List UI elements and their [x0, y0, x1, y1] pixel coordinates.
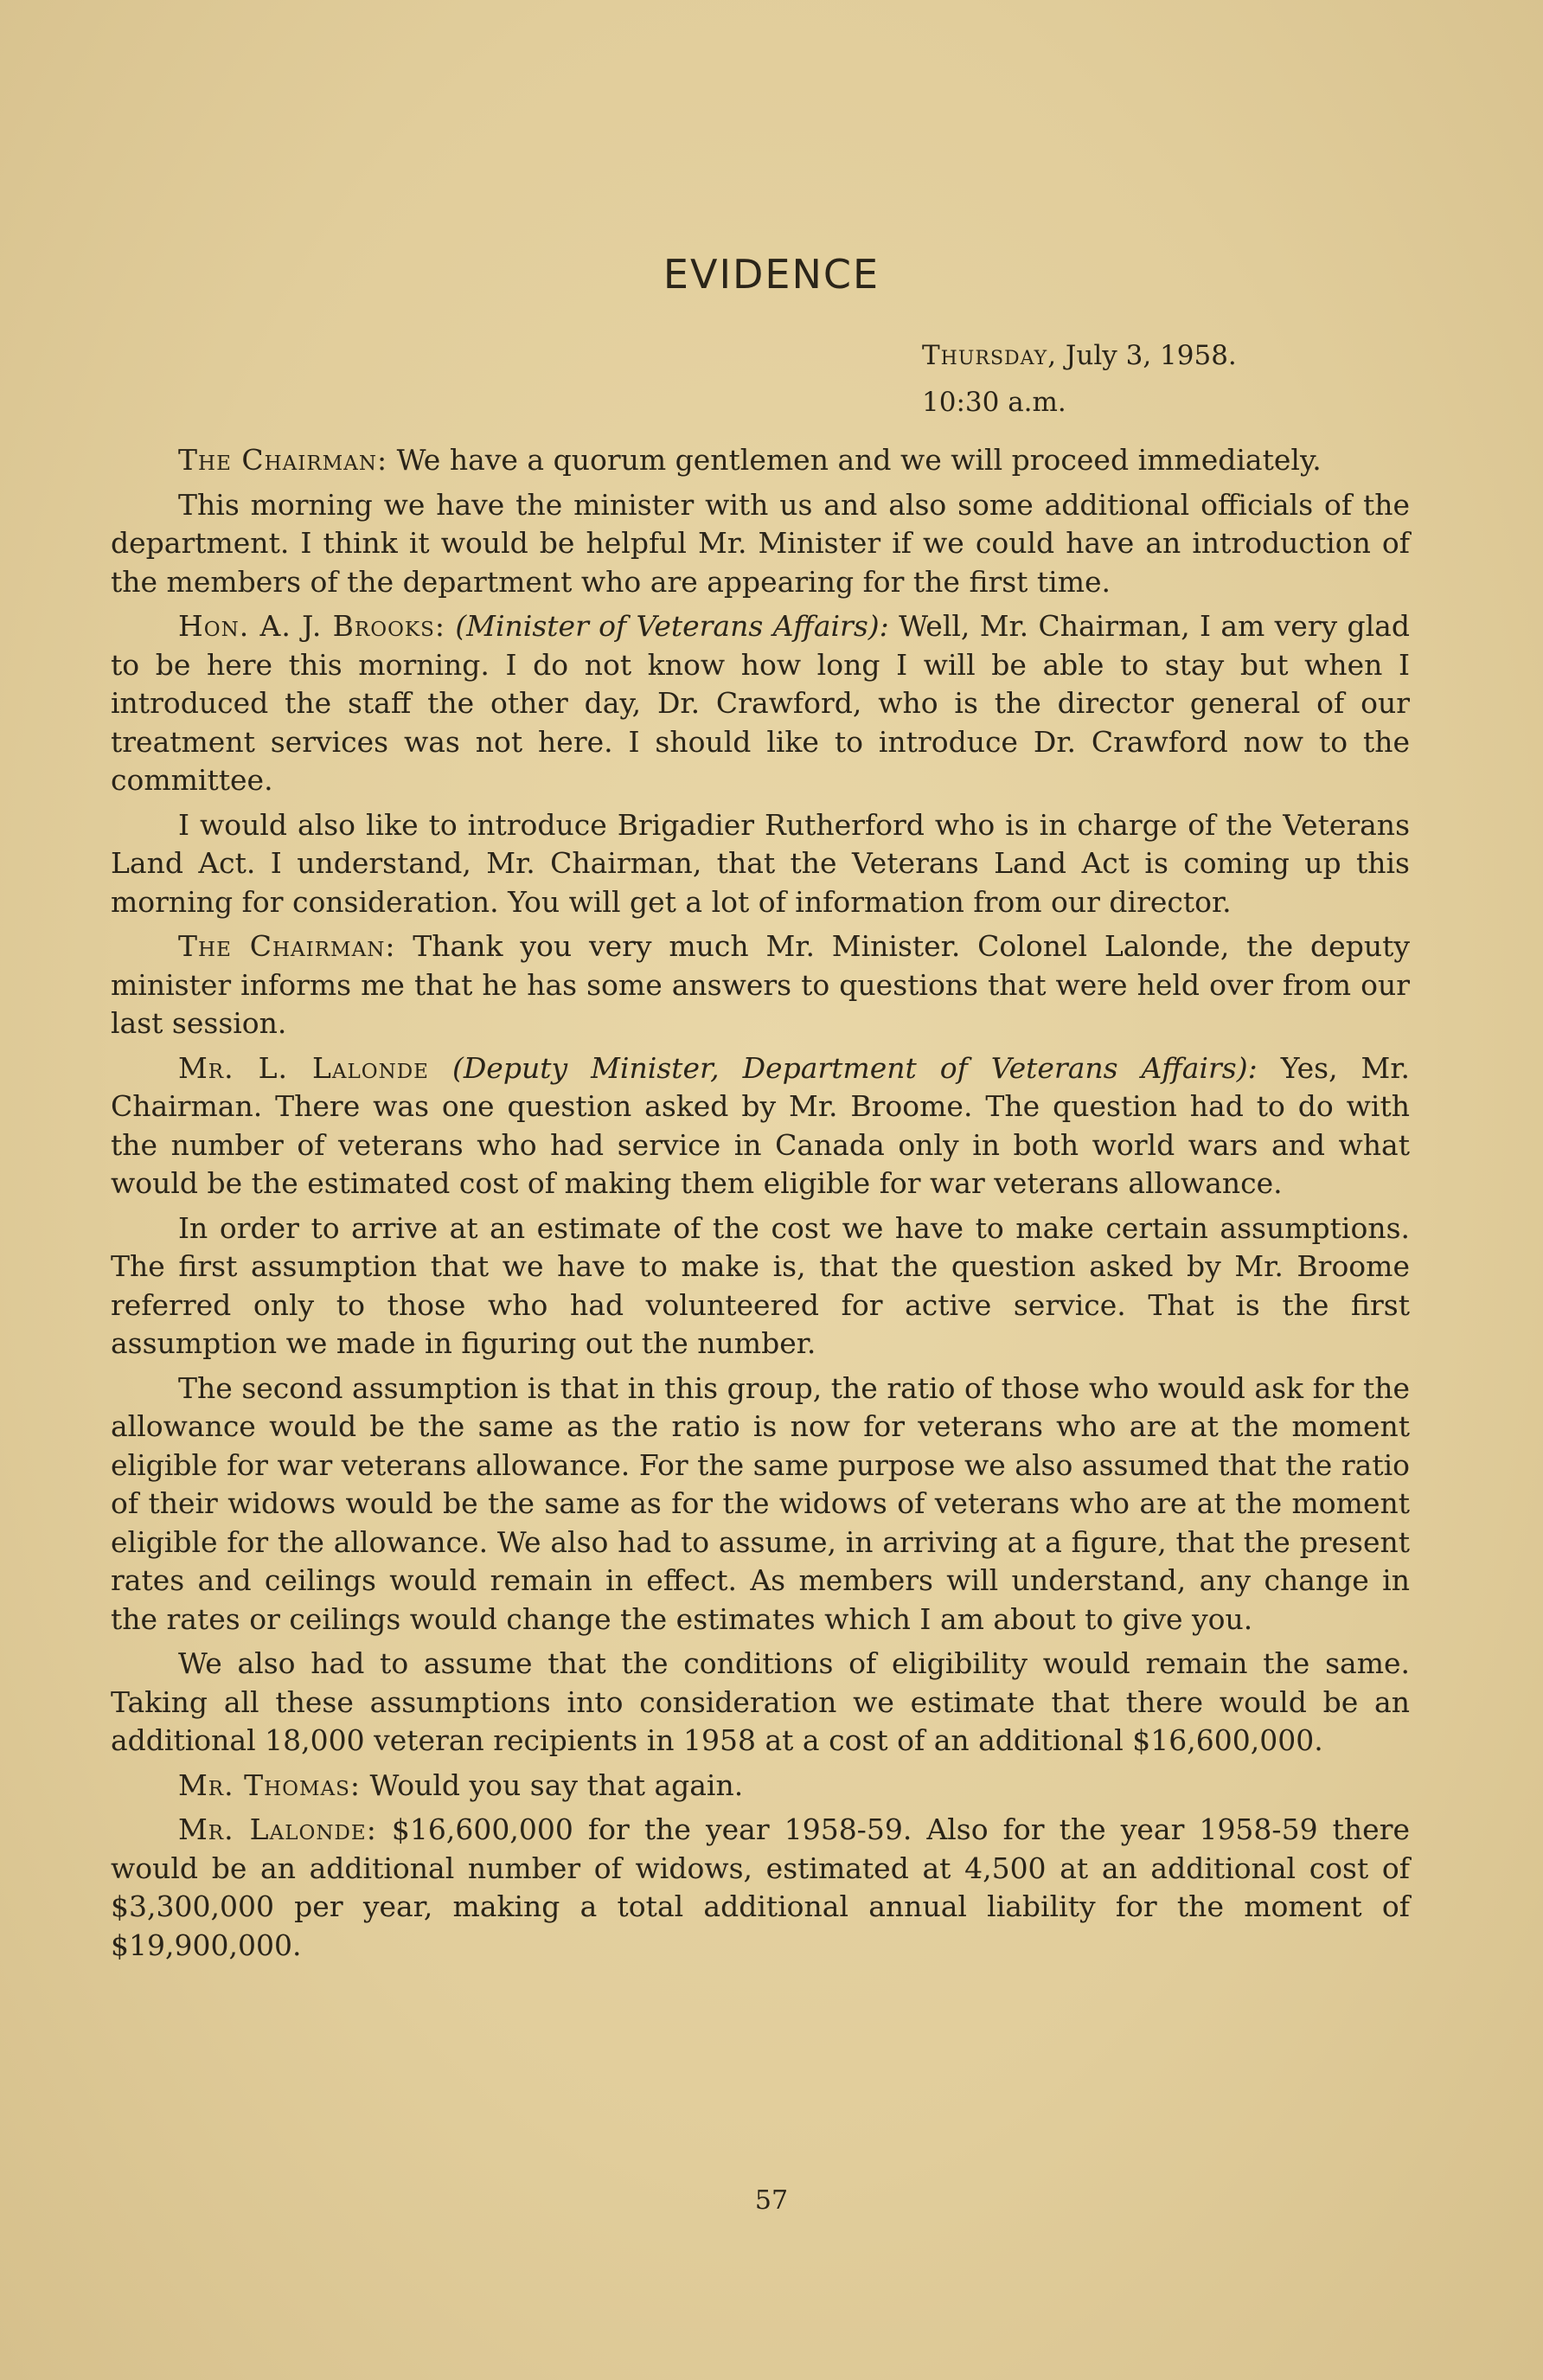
paragraph-text: Would you say that again. [369, 1767, 744, 1802]
speaker-role: (Minister of Veterans Affairs): [455, 609, 889, 643]
speaker-name: The Chairman: [178, 929, 396, 963]
paragraph-text: Yes, Mr. Chairman. There was one question asked by Mr. Broome. The question had to do with the number of veterans who had service in Canada only in both world wars and what would be the estimated cost of making them eligible for war veterans allowance. [111, 1050, 1410, 1200]
paragraph [111, 1209, 1410, 1363]
paragraph-text: Well, Mr. Chairman, I am very glad to be here this morning. I do not know how long I will be able to stay but when I introduced the staff the other day, Dr. Crawford, who is the director general of our treatment services was not here. I should like to introduce Dr. Crawford now to the committee. [111, 609, 1410, 797]
paragraph [111, 441, 1410, 480]
speaker-name: Mr. Thomas: [178, 1767, 362, 1802]
paragraph-text: I would also like to introduce Brigadier Rutherford who is in charge of the Veterans Land Act. I understand, Mr. Chairman, that the Veterans Land Act is coming up this morning for consideration. You will get a lot of information from our director. [111, 807, 1410, 919]
speaker-role: (Deputy Minister, Department of Veterans Affairs): [451, 1050, 1258, 1085]
paragraph-text: $16,600,000 for the year 1958-59. Also for the year 1958-59 there would be an additional number of widows, estimated at 4,500 at an additional cost of $3,300,000 per year, making a total additional annual liability for the moment of $19,900,000. [111, 1812, 1410, 1962]
paragraph [111, 1767, 1410, 1806]
paragraph [111, 1645, 1410, 1761]
time-label: 10:30 a.m. [922, 387, 1066, 418]
paragraph [111, 607, 1410, 800]
paragraph-text: In order to arrive at an estimate of the cost we have to make certain assumptions. The first assumption that we have to make is, that the question asked by Mr. Broome referred only to those who had volunteered for active service. That is the first assumption we made in figuring out the number. [111, 1210, 1410, 1360]
speaker-name: Hon. A. J. Brooks: [178, 609, 445, 643]
paragraph-text: This morning we have the minister with us and also some additional officials of the department. I think it would be helpful Mr. Minister if we could have an introduction of the members of the department who are appearing for the first time. [111, 487, 1410, 599]
speaker-name: Mr. L. Lalonde [178, 1050, 429, 1085]
paragraph [111, 486, 1410, 602]
paragraph [111, 927, 1410, 1043]
speaker-name: Mr. Lalonde: [178, 1812, 377, 1846]
paragraph-text: The second assumption is that in this group, the ratio of those who would ask for the allowance would be the same as the ratio is now for veterans who are at the moment eligible for war veterans allowance. For the same purpose we also assumed that the ratio of their widows would be the same as for the widows of veterans who are at the moment eligible for the allowance. We also had to assume, in arriving at a figure, that the present rates and ceilings would remain in effect. As members will understand, any change in the rates or ceilings would change the estimates which I am about to give you. [111, 1370, 1410, 1636]
paragraph [111, 1811, 1410, 1965]
paragraph-text: We have a quorum gentlemen and we will proceed immediately. [396, 443, 1322, 477]
paragraph [111, 1370, 1410, 1639]
paragraph-text: We also had to assume that the conditions of eligibility would remain the same. Taking all these assumptions into consideration we estimate that there would be an additional 18,000 veteran recipients in 1958 at a cost of an additional $16,600,000. [111, 1646, 1410, 1757]
page-number: 57 [754, 2185, 789, 2216]
dateline [922, 332, 1237, 426]
paragraph [111, 1049, 1410, 1203]
page-heading: EVIDENCE [663, 251, 880, 298]
date-label: July 3, 1958. [1065, 340, 1237, 371]
paragraph [111, 806, 1410, 922]
transcript-body [111, 441, 1410, 1965]
speaker-name: The Chairman: [178, 443, 388, 477]
date-line [922, 332, 1237, 379]
paragraph-text: Thank you very much Mr. Minister. Colonel Lalonde, the deputy minister informs me that he has some answers to questions that were held over from our last session. [111, 929, 1410, 1040]
day-label: Thursday, [922, 340, 1058, 371]
